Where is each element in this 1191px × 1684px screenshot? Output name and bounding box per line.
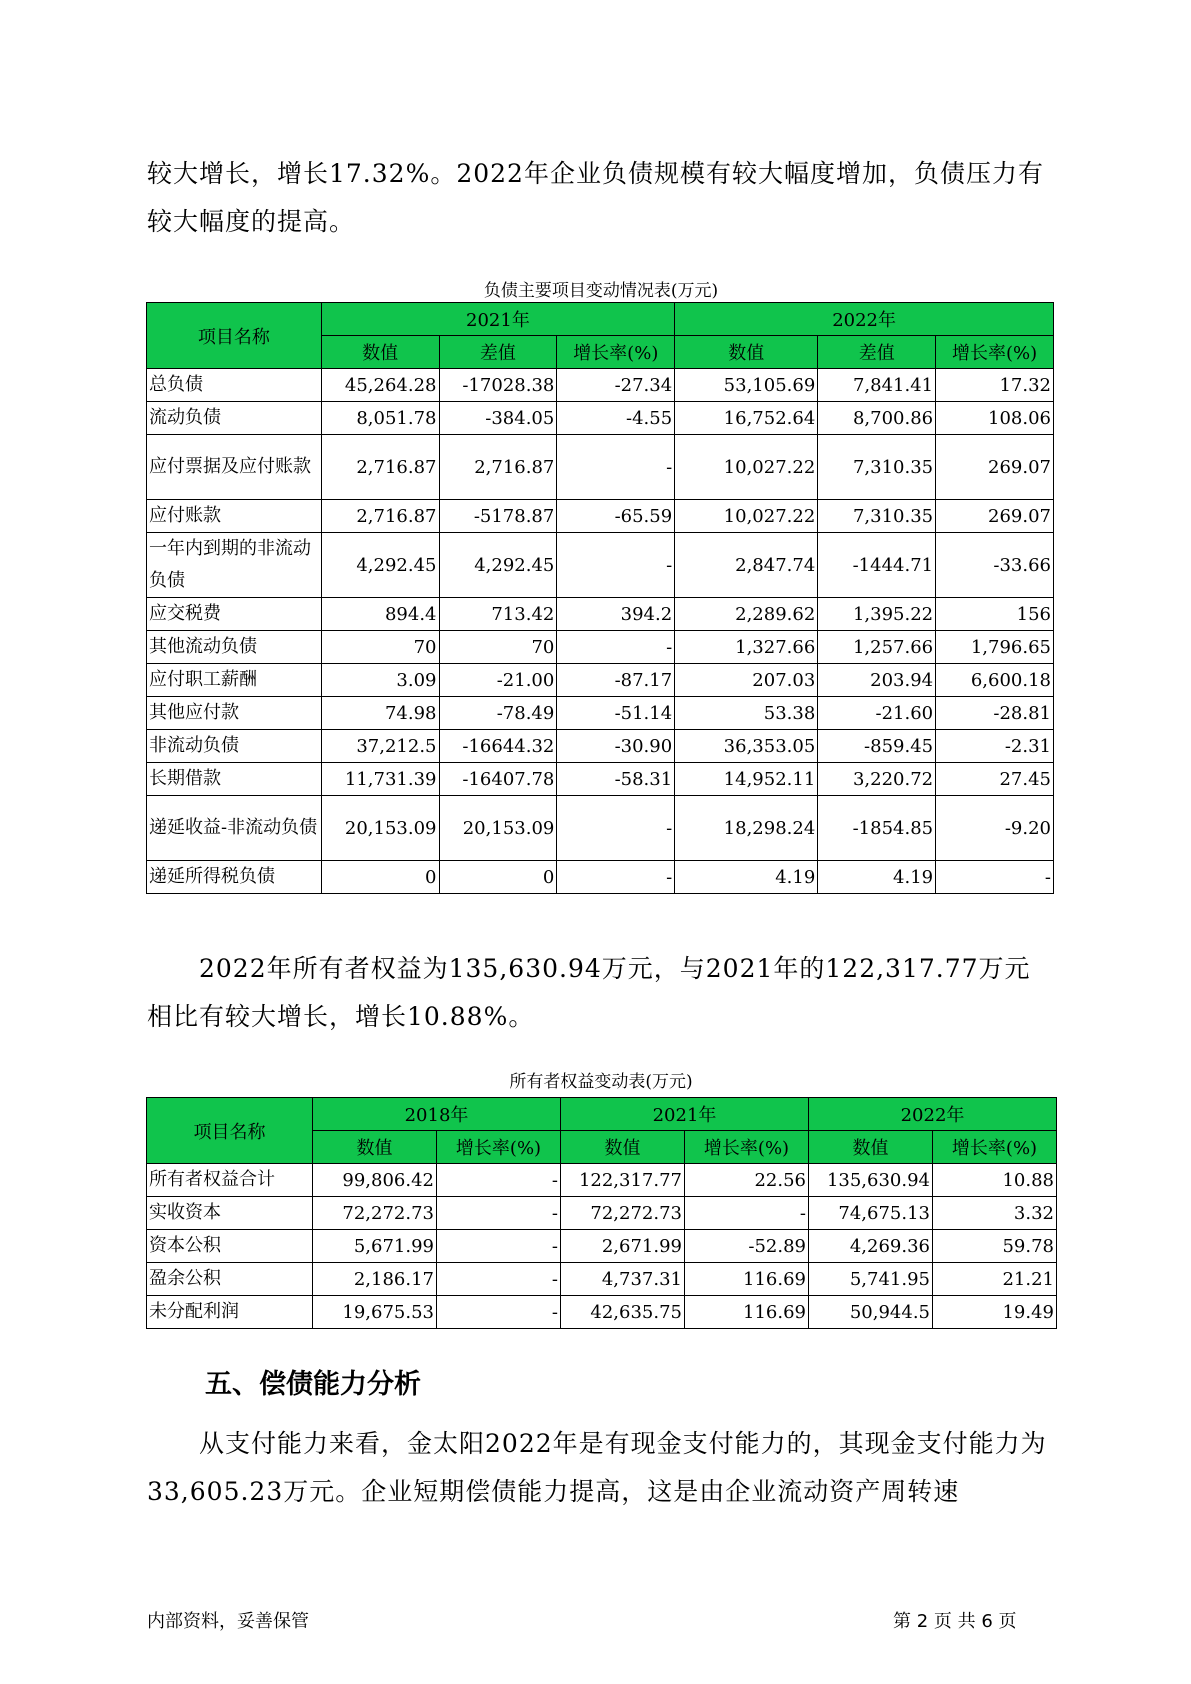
table-row — [147, 1230, 1057, 1263]
table-row — [147, 369, 1054, 402]
table-cell: - — [557, 631, 675, 664]
table-cell: 2,716.87 — [321, 435, 439, 500]
table-cell: 4,292.45 — [439, 533, 557, 598]
column-header: 增长率(%) — [933, 1131, 1057, 1164]
table-cell: 22.56 — [685, 1164, 809, 1197]
table-cell: -33.66 — [936, 533, 1054, 598]
column-header: 数值 — [675, 336, 818, 369]
table-cell: 1,395.22 — [818, 598, 936, 631]
table-cell: 59.78 — [933, 1230, 1057, 1263]
table-cell: 108.06 — [936, 402, 1054, 435]
row-label: 其他流动负债 — [147, 631, 322, 664]
table-cell: -17028.38 — [439, 369, 557, 402]
table-cell: 17.32 — [936, 369, 1054, 402]
table-row — [147, 533, 1054, 598]
table-cell: -87.17 — [557, 664, 675, 697]
row-label: 总负债 — [147, 369, 322, 402]
table-cell: - — [557, 796, 675, 861]
row-label: 其他应付款 — [147, 697, 322, 730]
table-cell: 1,257.66 — [818, 631, 936, 664]
table-cell: 10.88 — [933, 1164, 1057, 1197]
table-cell: 3,220.72 — [818, 763, 936, 796]
table-cell: - — [437, 1296, 561, 1329]
table-cell: 74,675.13 — [809, 1197, 933, 1230]
table-cell: - — [437, 1164, 561, 1197]
table-cell: 7,841.41 — [818, 369, 936, 402]
table-cell: -384.05 — [439, 402, 557, 435]
table-cell: 42,635.75 — [561, 1296, 685, 1329]
table-cell: - — [557, 435, 675, 500]
table-cell: -30.90 — [557, 730, 675, 763]
row-label: 流动负债 — [147, 402, 322, 435]
table-cell: 70 — [321, 631, 439, 664]
year-header: 2021年 — [321, 303, 675, 336]
table-cell: 3.32 — [933, 1197, 1057, 1230]
table-cell: 7,310.35 — [818, 500, 936, 533]
table-cell: 72,272.73 — [313, 1197, 437, 1230]
table-cell: -2.31 — [936, 730, 1054, 763]
table-row — [147, 500, 1054, 533]
table-cell: 74.98 — [321, 697, 439, 730]
table-cell: 713.42 — [439, 598, 557, 631]
table-cell: 5,741.95 — [809, 1263, 933, 1296]
table-cell: -27.34 — [557, 369, 675, 402]
table-cell: -52.89 — [685, 1230, 809, 1263]
table-cell: 4,269.36 — [809, 1230, 933, 1263]
column-header: 差值 — [818, 336, 936, 369]
table-cell: 27.45 — [936, 763, 1054, 796]
table-cell: -21.60 — [818, 697, 936, 730]
row-label: 一年内到期的非流动负债 — [147, 533, 322, 598]
table-cell: 122,317.77 — [561, 1164, 685, 1197]
table-cell: 135,630.94 — [809, 1164, 933, 1197]
table-cell: 2,289.62 — [675, 598, 818, 631]
table-cell: 156 — [936, 598, 1054, 631]
table-cell: 10,027.22 — [675, 500, 818, 533]
row-label: 实收资本 — [147, 1197, 313, 1230]
table-cell: 269.07 — [936, 435, 1054, 500]
table-cell: 116.69 — [685, 1263, 809, 1296]
table-cell: 36,353.05 — [675, 730, 818, 763]
table-cell: - — [557, 533, 675, 598]
table-row — [147, 1263, 1057, 1296]
row-label: 盈余公积 — [147, 1263, 313, 1296]
table-cell: 2,847.74 — [675, 533, 818, 598]
table-cell: - — [437, 1230, 561, 1263]
table-cell: 10,027.22 — [675, 435, 818, 500]
table-cell: - — [557, 861, 675, 894]
table-cell: 207.03 — [675, 664, 818, 697]
table-cell: 45,264.28 — [321, 369, 439, 402]
table-cell: - — [685, 1197, 809, 1230]
table-caption: 负债主要项目变动情况表(万元) — [483, 281, 719, 301]
column-header: 增长率(%) — [936, 336, 1054, 369]
table-row — [147, 861, 1054, 894]
column-header: 数值 — [809, 1131, 933, 1164]
table-cell: 21.21 — [933, 1263, 1057, 1296]
table-cell: -9.20 — [936, 796, 1054, 861]
row-label: 非流动负债 — [147, 730, 322, 763]
table-row — [147, 1164, 1057, 1197]
table-cell: 19,675.53 — [313, 1296, 437, 1329]
table-row — [147, 664, 1054, 697]
table-cell: 0 — [321, 861, 439, 894]
table-cell: 4.19 — [675, 861, 818, 894]
table-cell: 8,051.78 — [321, 402, 439, 435]
table-cell: 4.19 — [818, 861, 936, 894]
year-header: 2021年 — [561, 1098, 809, 1131]
table-cell: 72,272.73 — [561, 1197, 685, 1230]
table-cell: - — [936, 861, 1054, 894]
table-cell: 18,298.24 — [675, 796, 818, 861]
table-cell: -21.00 — [439, 664, 557, 697]
item-name-header: 项目名称 — [147, 1098, 313, 1164]
table-cell: -51.14 — [557, 697, 675, 730]
table-cell: 394.2 — [557, 598, 675, 631]
row-label: 所有者权益合计 — [147, 1164, 313, 1197]
table-row — [147, 402, 1054, 435]
table-caption: 所有者权益变动表(万元) — [509, 1072, 693, 1092]
column-header: 增长率(%) — [437, 1131, 561, 1164]
table-cell: 5,671.99 — [313, 1230, 437, 1263]
column-header: 差值 — [439, 336, 557, 369]
table-cell: 116.69 — [685, 1296, 809, 1329]
row-label: 资本公积 — [147, 1230, 313, 1263]
table-cell: -1854.85 — [818, 796, 936, 861]
table-cell: -859.45 — [818, 730, 936, 763]
column-header: 数值 — [313, 1131, 437, 1164]
table-cell: 53,105.69 — [675, 369, 818, 402]
table-row — [147, 763, 1054, 796]
table-row — [147, 730, 1054, 763]
table-cell: -16407.78 — [439, 763, 557, 796]
year-header: 2018年 — [313, 1098, 561, 1131]
table-cell: 20,153.09 — [321, 796, 439, 861]
table-cell: -65.59 — [557, 500, 675, 533]
row-label: 应付账款 — [147, 500, 322, 533]
table-row — [147, 1296, 1057, 1329]
table-row — [147, 598, 1054, 631]
table-cell: 8,700.86 — [818, 402, 936, 435]
table-cell: 53.38 — [675, 697, 818, 730]
table-cell: 2,186.17 — [313, 1263, 437, 1296]
table-cell: 0 — [439, 861, 557, 894]
table-cell: 11,731.39 — [321, 763, 439, 796]
table-cell: 70 — [439, 631, 557, 664]
table-cell: 50,944.5 — [809, 1296, 933, 1329]
table-cell: - — [437, 1263, 561, 1296]
table-cell: 14,952.11 — [675, 763, 818, 796]
table-cell: 99,806.42 — [313, 1164, 437, 1197]
table-cell: 4,292.45 — [321, 533, 439, 598]
table-cell: 3.09 — [321, 664, 439, 697]
footer-note: 内部资料，妥善保管 — [147, 1611, 309, 1632]
column-header: 数值 — [561, 1131, 685, 1164]
table-cell: 37,212.5 — [321, 730, 439, 763]
table-cell: 2,716.87 — [321, 500, 439, 533]
row-label: 递延所得税负债 — [147, 861, 322, 894]
table-row — [147, 697, 1054, 730]
body-paragraph: 2022年所有者权益为135,630.94万元，与2021年的122,317.77万元相比有较大增长，增长10.88%。 — [147, 954, 1031, 1031]
table-cell: -1444.71 — [818, 533, 936, 598]
table-cell: -16644.32 — [439, 730, 557, 763]
year-header: 2022年 — [809, 1098, 1057, 1131]
item-name-header: 项目名称 — [147, 303, 322, 369]
table-cell: 20,153.09 — [439, 796, 557, 861]
body-paragraph: 较大增长，增长17.32%。2022年企业负债规模有较大幅度增加，负债压力有较大幅度的提高。 — [147, 159, 1044, 236]
section-heading: 五、偿债能力分析 — [205, 1369, 421, 1400]
table-cell: 2,716.87 — [439, 435, 557, 500]
table-cell: 4,737.31 — [561, 1263, 685, 1296]
liabilities-table — [146, 302, 1054, 894]
table-cell: 1,327.66 — [675, 631, 818, 664]
table-cell: 6,600.18 — [936, 664, 1054, 697]
row-label: 未分配利润 — [147, 1296, 313, 1329]
page-number: 第 2 页 共 6 页 — [893, 1611, 1017, 1632]
column-header: 数值 — [321, 336, 439, 369]
table-cell: 894.4 — [321, 598, 439, 631]
table-cell: -28.81 — [936, 697, 1054, 730]
table-row — [147, 796, 1054, 861]
table-cell: 2,671.99 — [561, 1230, 685, 1263]
table-cell: 7,310.35 — [818, 435, 936, 500]
table-cell: 203.94 — [818, 664, 936, 697]
table-cell: -78.49 — [439, 697, 557, 730]
table-cell: 19.49 — [933, 1296, 1057, 1329]
column-header: 增长率(%) — [557, 336, 675, 369]
row-label: 长期借款 — [147, 763, 322, 796]
table-cell: -58.31 — [557, 763, 675, 796]
table-cell: -4.55 — [557, 402, 675, 435]
column-header: 增长率(%) — [685, 1131, 809, 1164]
equity-table — [146, 1097, 1057, 1329]
body-paragraph: 从支付能力来看，金太阳2022年是有现金支付能力的，其现金支付能力为33,605.23万元。企业短期偿债能力提高，这是由企业流动资产周转速 — [147, 1429, 1047, 1506]
table-cell: 269.07 — [936, 500, 1054, 533]
table-row — [147, 631, 1054, 664]
row-label: 应付职工薪酬 — [147, 664, 322, 697]
table-cell: 1,796.65 — [936, 631, 1054, 664]
table-row — [147, 435, 1054, 500]
row-label: 应付票据及应付账款 — [147, 435, 322, 500]
row-label: 递延收益-非流动负债 — [147, 796, 322, 861]
table-cell: -5178.87 — [439, 500, 557, 533]
year-header: 2022年 — [675, 303, 1054, 336]
table-cell: 16,752.64 — [675, 402, 818, 435]
table-row — [147, 1197, 1057, 1230]
row-label: 应交税费 — [147, 598, 322, 631]
table-cell: - — [437, 1197, 561, 1230]
